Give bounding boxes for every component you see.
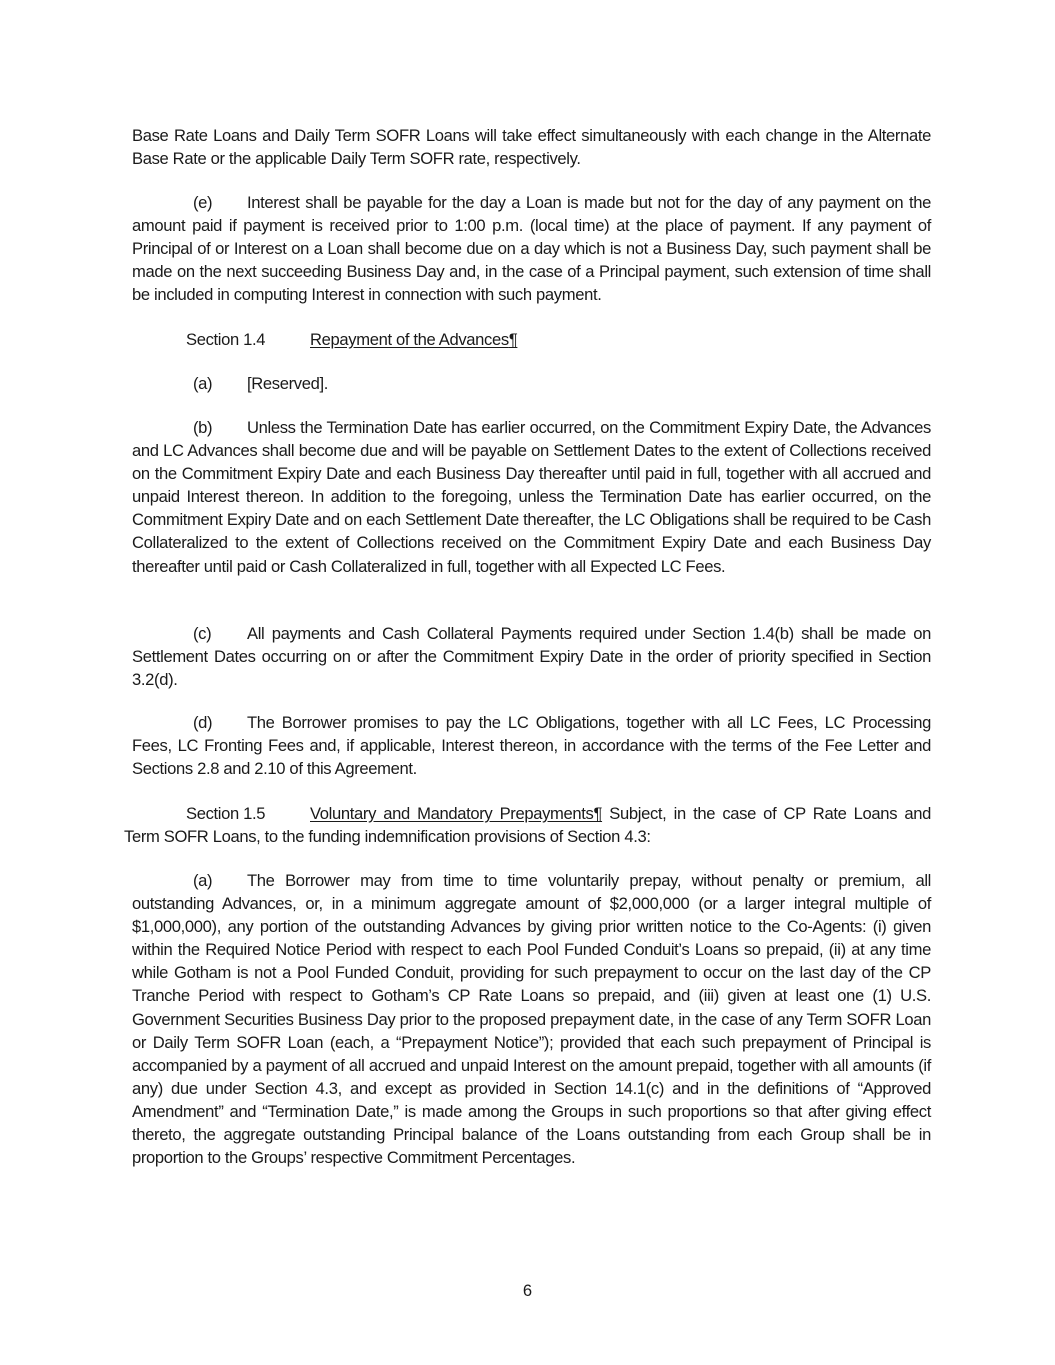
pilcrow-mark: ¶ — [508, 330, 518, 349]
paragraph-e — [132, 191, 931, 306]
section-1-4-c — [132, 622, 931, 691]
section-1-5-a-label: (a) — [193, 871, 213, 890]
section-1-4-a — [132, 372, 931, 395]
section-1-4-d — [132, 711, 931, 780]
section-1-4-c-text: All payments and Cash Collateral Payments required under Section 1.4(b) shall be made on Settlement Dates occurring on or after the Commitment Expiry Date in the order of priority specified in Section 3.2(d). — [132, 624, 931, 690]
section-1-4-b-text: Unless the Termination Date has earlier occurred, on the Commitment Expiry Date, the Advances and LC Advances shall become due and will be payable on Settlement Dates to the extent of Collections received on the Commitment Expiry Date and each Business Day thereafter until paid in full, together with all accrued and unpaid Interest thereon. In addition to the foregoing, unless the Termination Date has earlier occurred, on the Commitment Expiry Date and on each Settlement Date thereafter, the LC Obligations shall be required to be Cash Collateralized to the extent of Collections received on the Commitment Expiry Date and each Business Day thereafter until paid or Cash Collateralized in full, together with all Expected LC Fees. — [132, 418, 931, 576]
section-1-5-number: Section 1.5 — [186, 804, 266, 823]
section-1-4-number: Section 1.4 — [186, 330, 266, 349]
section-1-4-heading — [186, 328, 517, 351]
section-1-5-a — [132, 869, 931, 1169]
page-number: 6 — [522, 1281, 533, 1300]
section-1-4-title: Repayment of the Advances¶ — [310, 330, 518, 349]
pilcrow-mark: ¶ — [593, 804, 603, 823]
section-1-5-title: Voluntary and Mandatory Prepayments¶ — [310, 804, 603, 823]
section-1-4-d-label: (d) — [193, 713, 213, 732]
paragraph-e-label: (e) — [193, 193, 213, 212]
section-1-4-b — [132, 416, 931, 578]
section-1-4-c-label: (c) — [193, 624, 212, 643]
paragraph-continuation: Base Rate Loans and Daily Term SOFR Loans will take effect simultaneously with each change in the Alternate Base Rate or the applicable Daily Term SOFR rate, respectively. — [132, 126, 931, 169]
section-1-5-intro: Subject, in the case of CP Rate Loans and Term SOFR Loans, to the funding indemnification provisions of Section 4.3: — [124, 804, 931, 847]
paragraph-e-text: Interest shall be payable for the day a Loan is made but not for the day of any payment on the amount paid if payment is received prior to 1:00 p.m. (local time) at the place of payment. If any payment of Principal of or Interest on a Loan shall become due on a day which is not a Business Day, such payment shall be made on the next succeeding Business Day and, in the case of a Principal payment, such extension of time shall be included in computing Interest in connection with such payment. — [132, 193, 931, 305]
section-1-4-b-label: (b) — [193, 418, 213, 437]
section-1-4-d-text: The Borrower promises to pay the LC Obligations, together with all LC Fees, LC Processing Fees, LC Fronting Fees and, if applicable, Interest thereon, in accordance with the terms of the Fee Letter and Sections 2.8 and 2.10 of this Agreement. — [132, 713, 931, 779]
section-1-5-heading — [124, 802, 931, 848]
section-1-4-a-text: [Reserved]. — [247, 374, 328, 393]
section-1-4-a-label: (a) — [193, 374, 213, 393]
section-1-5-a-text: The Borrower may from time to time voluntarily prepay, without penalty or premium, all outstanding Advances, or, in a minimum aggregate amount of $2,000,000 (or a larger integral multiple of $1,000,000), any portion of the outstanding Advances by giving prior written notice to the Co-Agents: (i) given within the Required Notice Period with respect to each Pool Funded Conduit’s Loans so prepaid, (ii) at any time while Gotham is not a Pool Funded Conduit, providing for such prepayment to occur on the last day of the CP Tranche Period with respect to Gotham’s CP Rate Loans so prepaid, and (iii) given at least one (1) U.S. Government Securities Business Day prior to the proposed prepayment date, in the case of any Term SOFR Loan or Daily Term SOFR Loan (each, a “Prepayment Notice”); provided that each such prepayment of Principal is accompanied by a payment of all accrued and unpaid Interest on the amount prepaid, together with all amounts (if any) due under Section 4.3, and except as provided in Section 14.1(c) and in the definitions of “Approved Amendment” and “Termination Date,” is made among the Groups in such proportions so that after giving effect thereto, the aggregate outstanding Principal balance of the Loans outstanding from each Group shall be in proportion to the Groups’ respective Commitment Percentages. — [132, 871, 931, 1168]
